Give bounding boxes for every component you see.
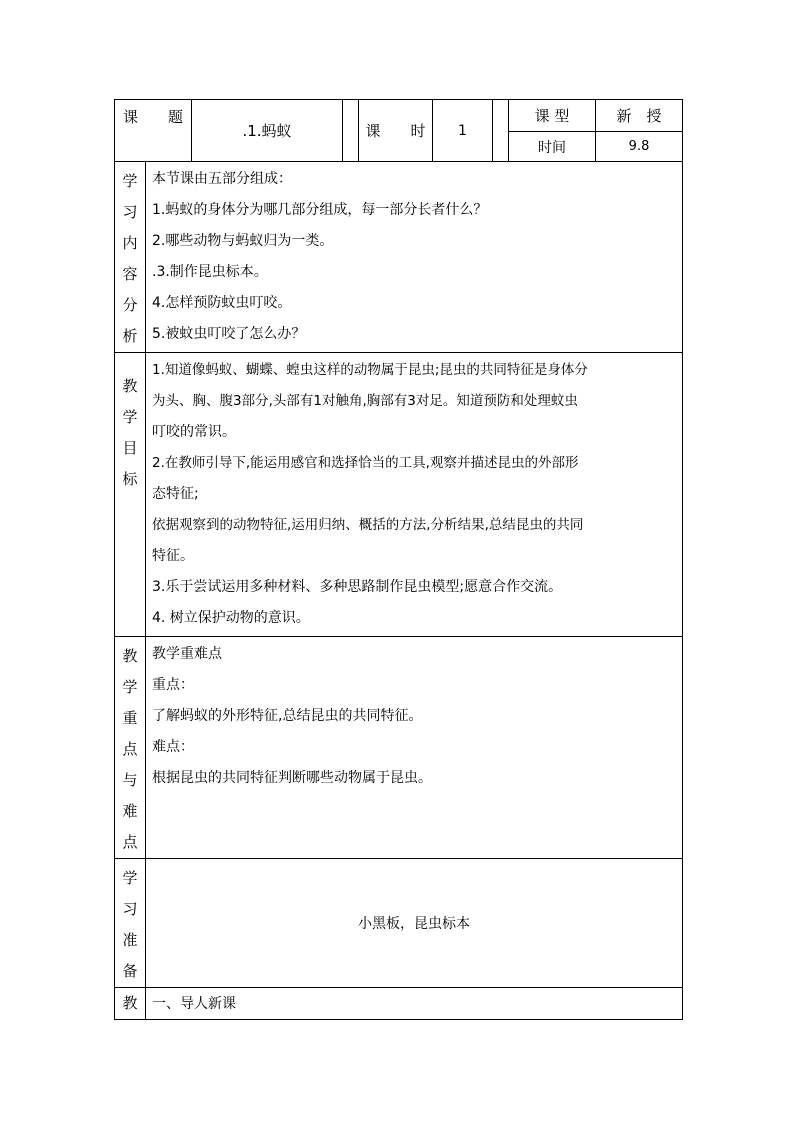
teaching-goals-label: 教 学 目 标 — [115, 353, 146, 637]
keypoint-line: 了解蚂蚁的外形特征,总结昆虫的共同特征。 — [152, 708, 423, 724]
content-line: 1.蚂蚁的身体分为哪几部分组成，每一部分长者什么？ — [152, 202, 488, 218]
header-spacer-2 — [493, 100, 509, 162]
key-points-body — [146, 637, 683, 859]
goal-line: 态特征; — [152, 486, 199, 502]
lesson-plan-document — [114, 99, 682, 1020]
goal-line: 叮咬的常识。 — [152, 424, 236, 440]
key-points-row — [115, 637, 683, 859]
goal-line: 2.在教师引导下,能运用感官和选择恰当的工具,观察并描述昆虫的外部形 — [152, 455, 579, 471]
content-line: .3.制作昆虫标本。 — [152, 264, 268, 280]
content-analysis-label: 学 习 内 容 分 析 — [115, 162, 146, 353]
time-value: 9.8 — [596, 132, 683, 162]
content-analysis-row — [115, 162, 683, 353]
process-body — [146, 988, 683, 1020]
type-value: 新 授 — [596, 100, 683, 132]
period-label: 课 时 — [359, 100, 433, 162]
content-line: 2.哪些动物与蚂蚁归为一类。 — [152, 233, 334, 249]
process-label: 教 — [115, 988, 146, 1020]
period-value: 1 — [433, 100, 493, 162]
preparation-row — [115, 859, 683, 988]
key-points-label: 教 学 重 点 与 难 点 — [115, 637, 146, 859]
header-row-1 — [115, 100, 683, 132]
goal-line: 依据观察到的动物特征,运用归纳、概括的方法,分析结果,总结昆虫的共同 — [152, 517, 584, 533]
topic-label: 课 题 — [115, 100, 192, 162]
teaching-goals-body — [146, 353, 683, 637]
keypoint-line: 根据昆虫的共同特征判断哪些动物属于昆虫。 — [152, 770, 432, 786]
lesson-plan-table — [114, 99, 683, 1020]
preparation-body: 小黑板，昆虫标本 — [146, 859, 683, 988]
topic-value: .1.蚂蚁 — [192, 100, 343, 162]
content-line: 5.被蚊虫叮咬了怎么办？ — [152, 326, 306, 342]
content-analysis-body — [146, 162, 683, 353]
goal-line: 为头、胸、腹3部分,头部有1对触角,胸部有3对足。知道预防和处理蚊虫 — [152, 393, 578, 409]
teaching-goals-row — [115, 353, 683, 637]
content-line: 4.怎样预防蚊虫叮咬。 — [152, 295, 292, 311]
process-row — [115, 988, 683, 1020]
time-label: 时间 — [509, 132, 596, 162]
goal-line: 3.乐于尝试运用多种材料、多种思路制作昆虫模型;愿意合作交流。 — [152, 579, 563, 595]
type-label: 课 型 — [509, 100, 596, 132]
preparation-label: 学 习 准 备 — [115, 859, 146, 988]
goal-line: 特征。 — [152, 548, 194, 564]
keypoint-line: 重点： — [152, 677, 194, 693]
goal-line: 4. 树立保护动物的意识。 — [152, 610, 310, 626]
header-spacer-1 — [343, 100, 359, 162]
goal-line: 1.知道像蚂蚁、蝴蝶、蝗虫这样的动物属于昆虫;昆虫的共同特征是身体分 — [152, 362, 588, 378]
keypoint-line: 教学重难点 — [152, 646, 222, 662]
keypoint-line: 难点： — [152, 739, 194, 755]
content-line: 本节课由五部分组成： — [152, 171, 292, 187]
process-line: 一、导人新课 — [152, 995, 236, 1012]
